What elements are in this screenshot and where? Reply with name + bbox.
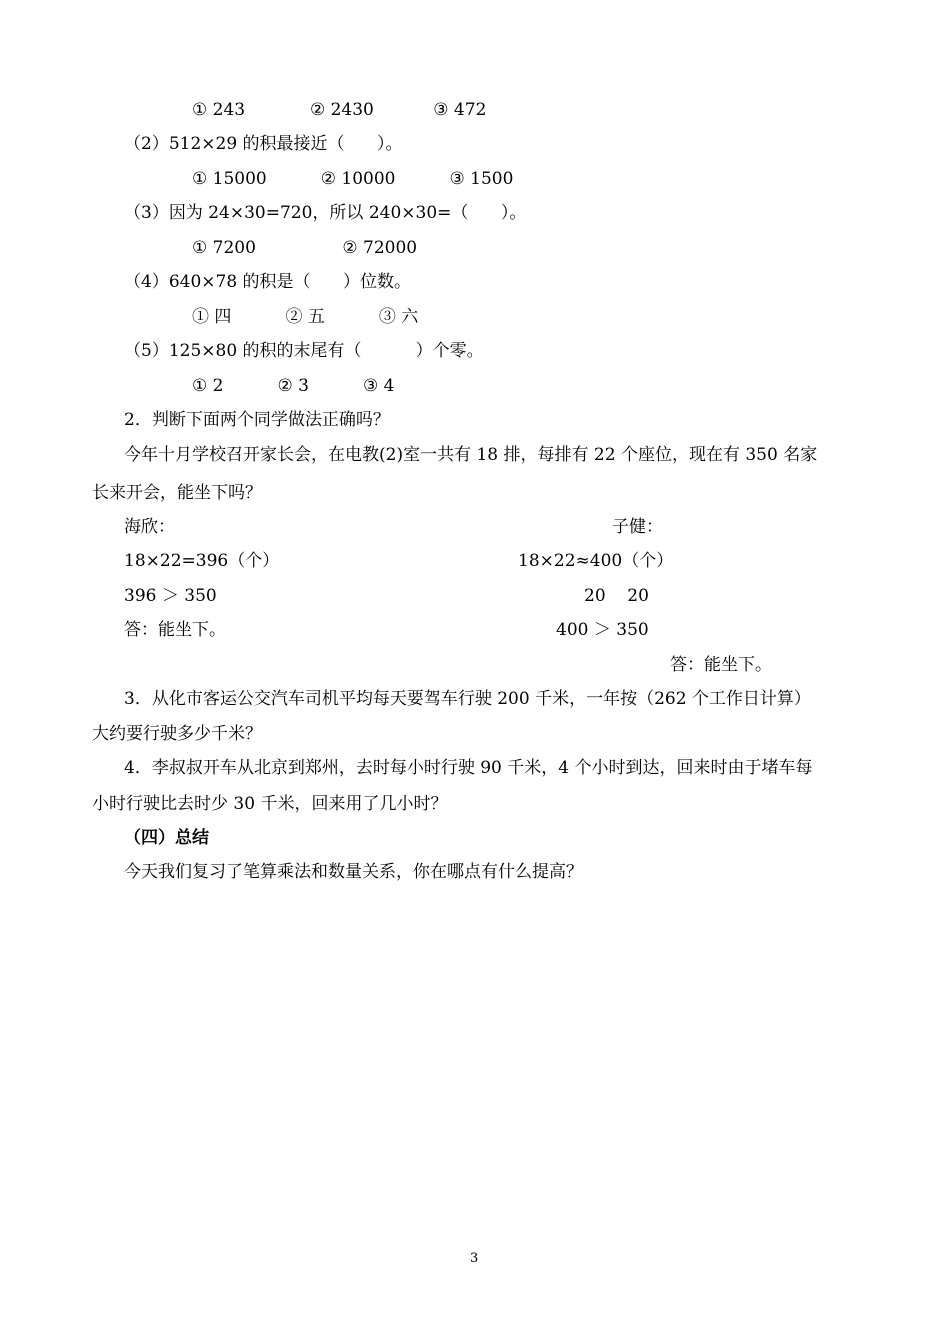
problem-4-text-line-1: 4．李叔叔开车从北京到郑州，去时每小时行驶 90 千米，4 个小时到达，回来时由于堵车每 [124,758,813,778]
zijian-calculation: 18×22≈400（个） [518,551,674,571]
problem-2-text-line-1: 今年十月学校召开家长会，在电教(2)室一共有 18 排，每排有 22 个座位，现在有 350 名家 [124,445,818,465]
q2-stem: （2）512×29 的积最接近（ ）。 [124,134,403,154]
q3-options: ① 7200 ② 72000 [192,238,418,258]
zijian-comparison: 400 ＞ 350 [556,620,649,640]
haixin-answer: 答：能坐下。 [124,620,226,640]
zijian-answer: 答：能坐下。 [670,655,772,675]
q5-options: ① 2 ② 3 ③ 4 [192,376,395,396]
zijian-rounding: 20 20 [584,586,649,606]
q2-options: ① 15000 ② 10000 ③ 1500 [192,169,514,189]
problem-4-text-line-2: 小时行驶比去时少 30 千米，回来用了几小时？ [92,794,448,814]
section-title: （四）总结 [124,828,209,848]
haixin-name: 海欣： [124,517,175,537]
q4-options: ① 四 ② 五 ③ 六 [192,307,419,327]
zijian-name: 子健： [612,517,663,537]
problem-3-text-line-2: 大约要行驶多少千米？ [92,724,262,744]
page-number: 3 [470,1251,479,1266]
q3-stem: （3）因为 24×30=720，所以 240×30=（ ）。 [124,203,527,223]
summary-text: 今天我们复习了笔算乘法和数量关系，你在哪点有什么提高？ [124,862,583,882]
q4-stem: （4）640×78 的积是（ ）位数。 [124,272,411,292]
q5-stem: （5）125×80 的积的末尾有（ ）个零。 [124,341,484,361]
problem-2-text-line-2: 长来开会，能坐下吗？ [92,483,262,503]
haixin-calculation: 18×22=396（个） [124,551,280,571]
q1-options: ① 243 ② 2430 ③ 472 [192,100,487,120]
problem-2-title: 2．判断下面两个同学做法正确吗？ [124,410,390,430]
haixin-comparison: 396 ＞ 350 [124,586,217,606]
problem-3-text-line-1: 3．从化市客运公交汽车司机平均每天要驾车行驶 200 千米，一年按（262 个工作日计算） [124,689,811,709]
